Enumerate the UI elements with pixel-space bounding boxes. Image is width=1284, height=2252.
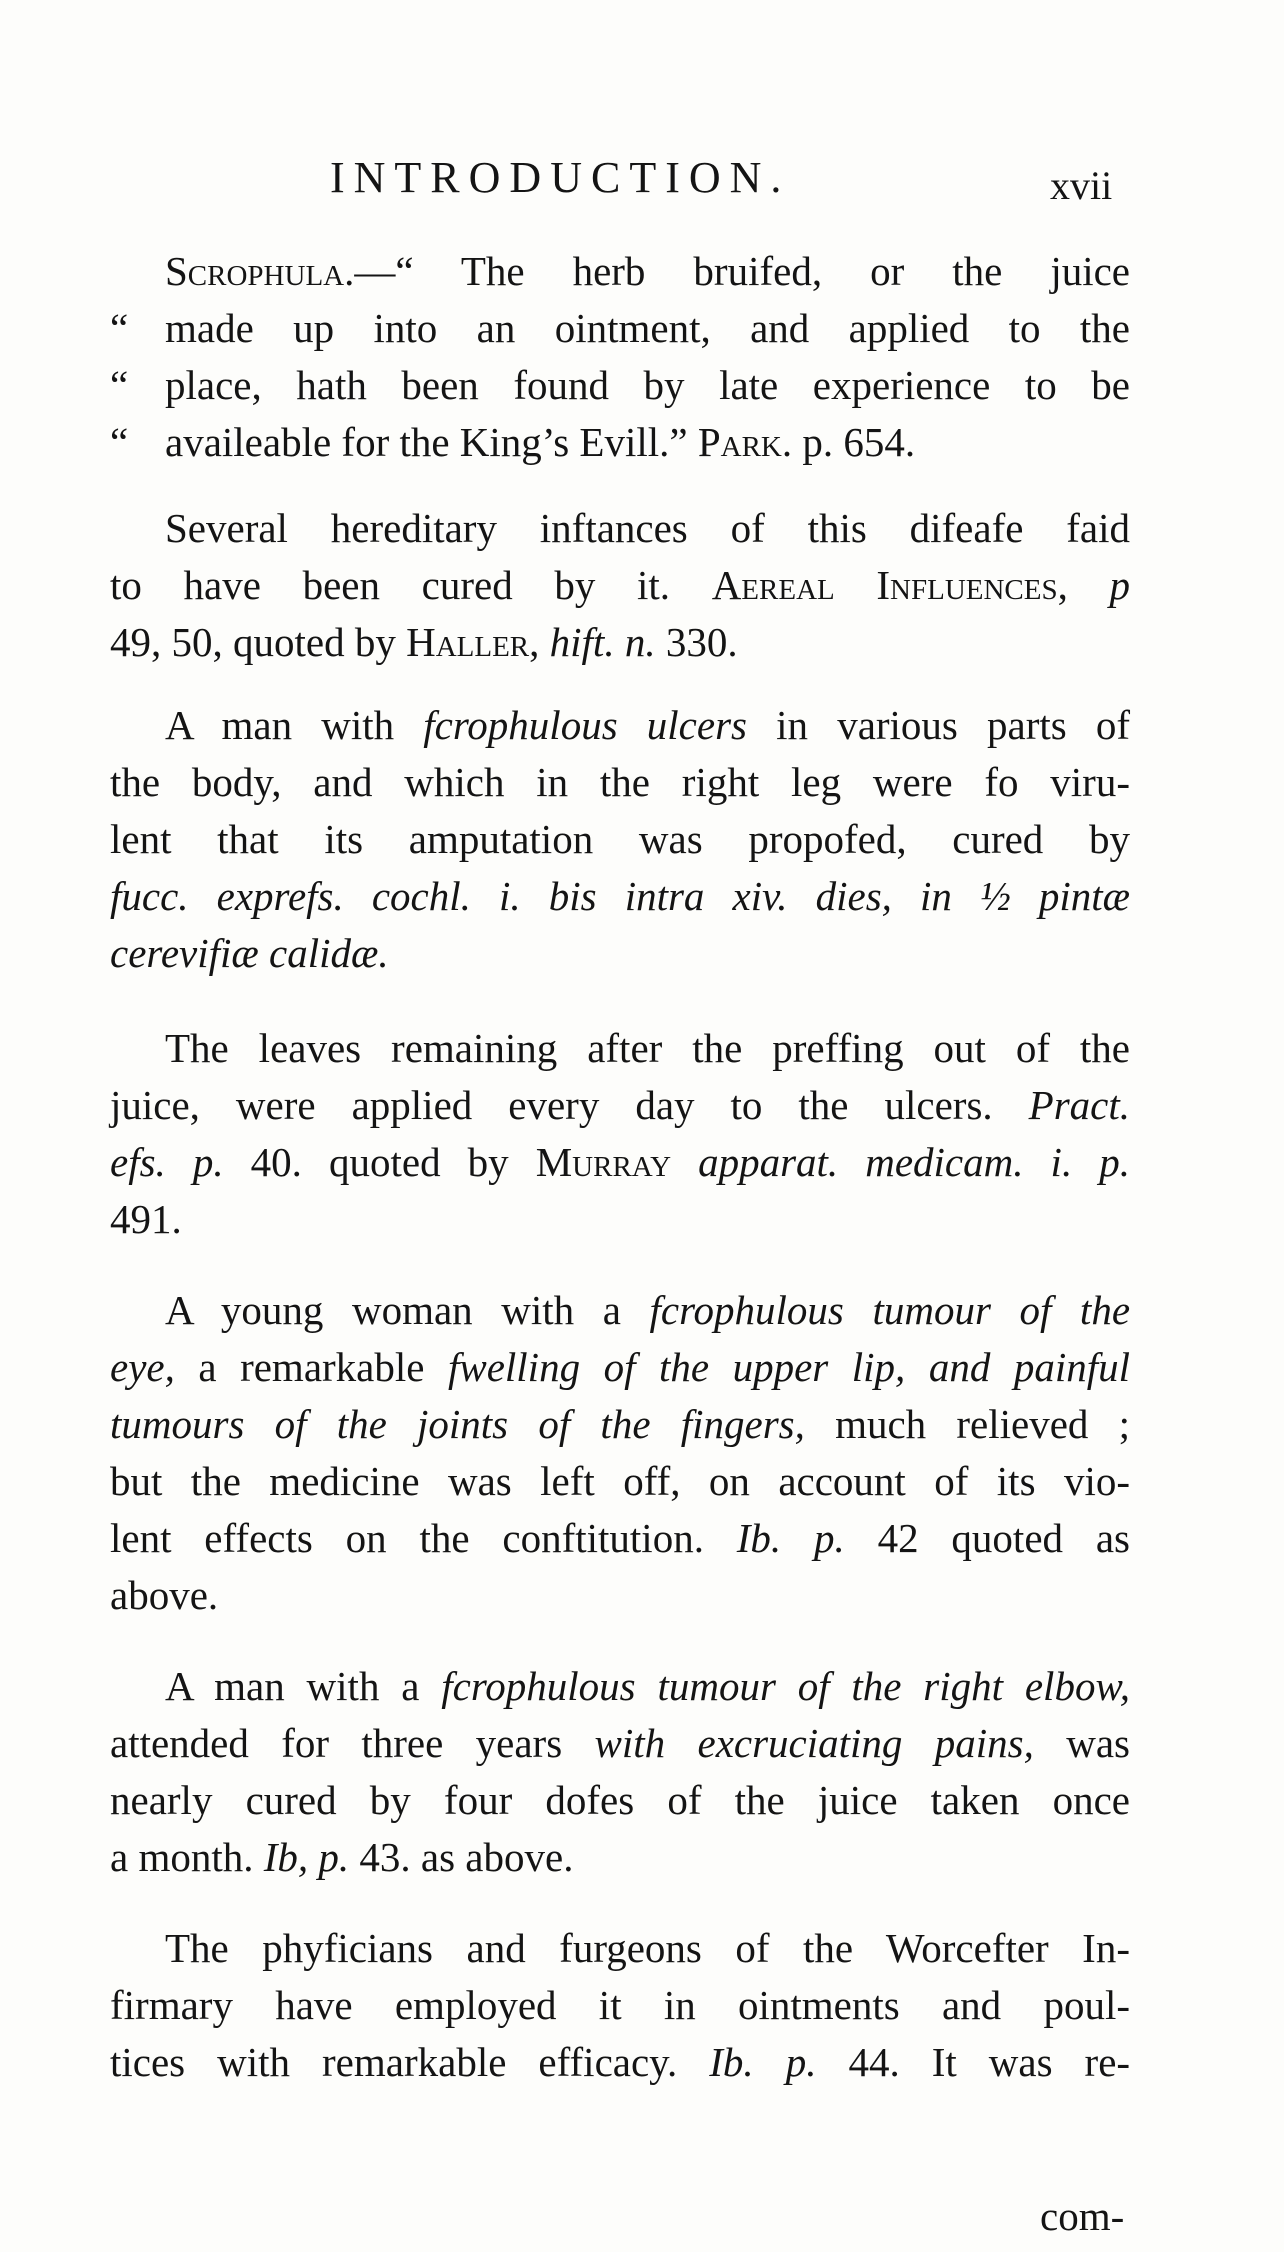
running-head-title: INTRODUCTION. xyxy=(330,153,791,202)
text-line: the body, and which in the right leg were fo viru- xyxy=(110,759,1130,805)
text-line: but the medicine was left off, on account of its vio- xyxy=(110,1458,1130,1504)
text-line: fucc. exprefs. cochl. i. bis intra xiv. dies, in ½ pintæ xyxy=(110,873,1130,919)
text-line: lent that its amputation was propofed, cured by xyxy=(110,816,1130,862)
text-line: A man with fcrophulous ulcers in various parts of xyxy=(165,702,1131,748)
text-line: a month. Ib, p. 43. as above. xyxy=(110,1834,574,1880)
text-line: Several hereditary inftances of this difeafe faid xyxy=(165,505,1130,551)
text-line: attended for three years with excruciating pains, was xyxy=(110,1720,1130,1766)
catchword: com- xyxy=(1040,2193,1125,2239)
paragraph-hereditary xyxy=(110,500,1130,671)
text-line: nearly cured by four dofes of the juice taken once xyxy=(110,1777,1130,1823)
text-line: eye, a remarkable fwelling of the upper lip, and painful xyxy=(110,1344,1130,1390)
text-line: to have been cured by it. Aereal Influences, p xyxy=(110,562,1131,608)
text-line: cerevifiæ calidæ. xyxy=(110,930,389,976)
text-line: juice, were applied every day to the ulcers. Pract. xyxy=(110,1082,1131,1128)
text-line: above. xyxy=(110,1572,219,1618)
text-line: A man with a fcrophulous tumour of the right elbow, xyxy=(165,1663,1130,1709)
text-line: tices with remarkable efficacy. Ib. p. 44. It was re- xyxy=(110,2039,1131,2085)
paragraph-worcester xyxy=(110,1920,1130,2091)
text-line: The phyficians and furgeons of the Worcefter In- xyxy=(165,1925,1130,1971)
text-line: tumours of the joints of the fingers, much relieved ; xyxy=(110,1401,1130,1447)
text-line: 491. xyxy=(110,1196,182,1242)
text-line: “ made up into an ointment, and applied to the xyxy=(110,305,1130,351)
paragraph-scrophula xyxy=(110,243,1130,471)
paragraph-ulcers xyxy=(110,697,1130,982)
text-line: “ place, hath been found by late experience to be xyxy=(110,362,1130,408)
text-line: 49, 50, quoted by Haller, hift. n. 330. xyxy=(110,619,738,665)
paragraph-young-woman xyxy=(110,1282,1130,1624)
text-line: firmary have employed it in ointments and poul- xyxy=(110,1982,1130,2028)
paragraph-leaves xyxy=(110,1020,1130,1248)
text-line: A young woman with a fcrophulous tumour of the xyxy=(165,1287,1131,1333)
text-line: “ availeable for the King’s Evill.” Park. p. 654. xyxy=(110,419,916,465)
text-line: lent effects on the conftitution. Ib. p. 42 quoted as xyxy=(110,1515,1130,1561)
text-line: efs. p. 40. quoted by Murray apparat. medicam. i. p. xyxy=(110,1139,1131,1185)
paragraph-elbow xyxy=(110,1658,1130,1886)
text-line: Scrophula.—“ The herb bruifed, or the juice xyxy=(165,248,1130,294)
page-number: xvii xyxy=(1050,163,1113,208)
text-line: The leaves remaining after the preffing out of the xyxy=(165,1025,1130,1071)
